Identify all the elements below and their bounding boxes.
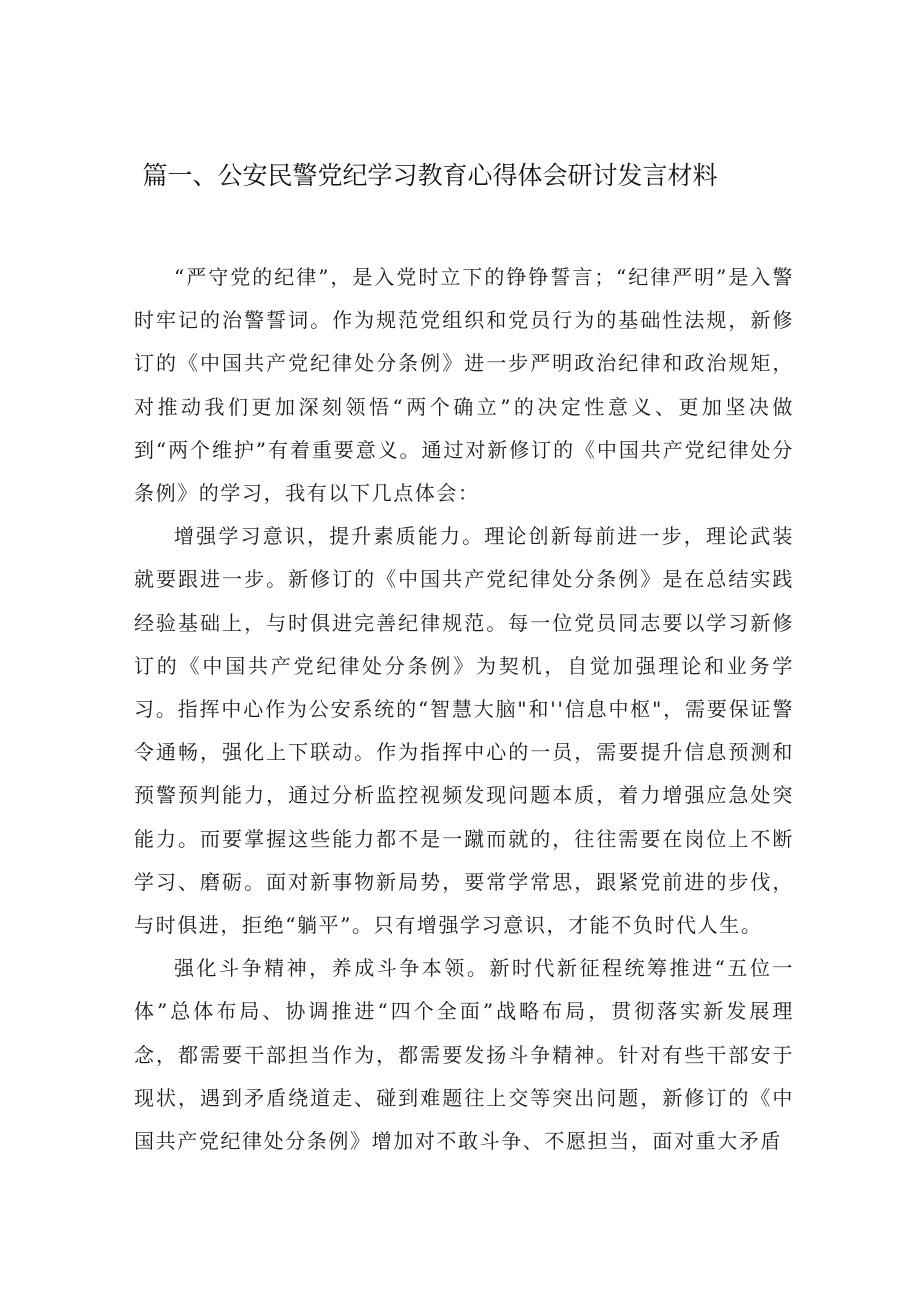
paragraph-struggle: 强化斗争精神，养成斗争本领。新时代新征程统筹推进“五位一体”总体布局、协调推进“四个全面”战略布局，贯彻落实新发展理念，都需要干部担当作为，都需要发扬斗争精神。针对有些干部安于现状，遇到矛盾绕道走、碰到难题往上交等突出问题，新修订的《中国共产党纪律处分条例》增加对不敢斗争、不愿担当，面对重大矛盾 [134, 956, 794, 1154]
paragraph-learning: 增强学习意识，提升素质能力。理论创新每前进一步，理论武装就要跟进一步。新修订的《中国共产党纪律处分条例》是在总结实践经验基础上，与时俱进完善纪律规范。每一位党员同志要以学习新修订的《中国共产党纪律处分条例》为契机，自觉加强理论和业务学习。指挥中心作为公安系统的“智慧大脑"和''信息中枢"，需要保证警令通畅，强化上下联动。作为指挥中心的一员，需要提升信息预测和预警预判能力，通过分析监控视频发现问题本质，着力增强应急处突能力。而要掌握这些能力都不是一蹴而就的，往往需要在岗位上不断学习、磨砺。面对新事物新局势，要常学常思，跟紧党前进的步伐，与时俱进，拒绝“躺平”。只有增强学习意识，才能不负时代人生。 [134, 524, 794, 938]
document-title: 篇一、公安民警党纪学习教育心得体会研讨发言材料 [142, 161, 718, 190]
paragraph-intro: “严守党的纪律”，是入党时立下的铮铮誓言；“纪律严明”是入警时牢记的治警誓词。作为规范党组织和党员行为的基础性法规，新修订的《中国共产党纪律处分条例》进一步严明政治纪律和政治规矩，对推动我们更加深刻领悟“两个确立”的决定性意义、更加坚决做到“两个维护”有着重要意义。通过对新修订的《中国共产党纪律处分条例》的学习，我有以下几点体会： [134, 265, 794, 506]
document-body [134, 256, 794, 1163]
